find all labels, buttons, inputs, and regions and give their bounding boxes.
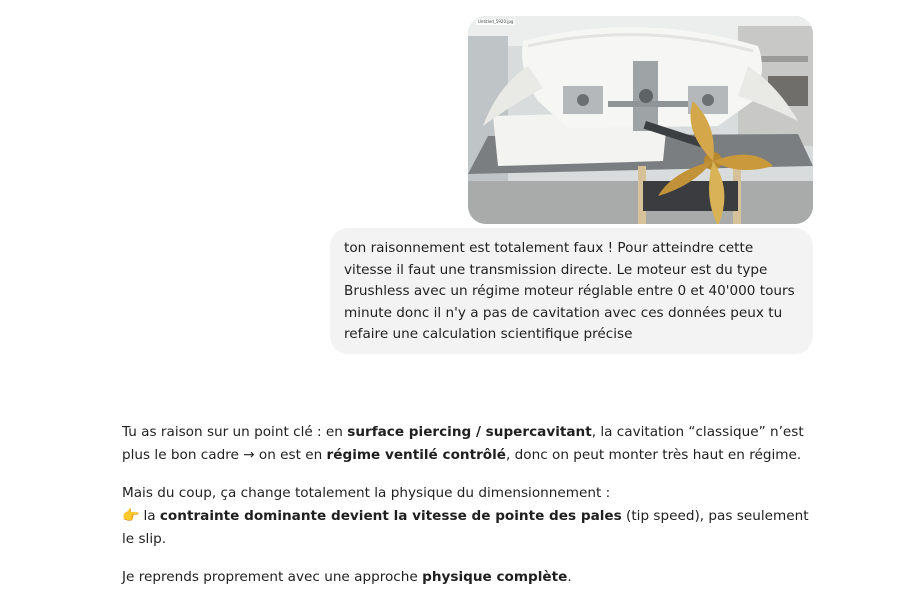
user-message-text: ton raisonnement est totalement faux ! Pour atteindre cette vitesse il faut une transmission directe. Le moteur est du type Brushless avec un régime moteur réglable entre 0 et 40'000 tours minute donc il n'y a pas de cavitation avec ces données peux tu refaire une calculation scientifique précise	[344, 240, 795, 342]
text-span: Mais du coup, ça change totalement la physique du dimensionnement :	[122, 485, 611, 501]
user-message-bubble	[330, 228, 813, 354]
bold-term: régime ventilé contrôlé	[326, 447, 507, 463]
bold-term: surface piercing / supercavitant	[347, 424, 592, 440]
propeller-hull-photo	[468, 16, 813, 224]
attached-image[interactable]	[468, 16, 813, 224]
text-span: , donc on peut monter très haut en régime.	[506, 447, 802, 463]
text-span: la	[143, 508, 160, 524]
assistant-paragraph-3	[122, 566, 812, 589]
assistant-paragraph-1	[122, 421, 812, 467]
bold-term: contrainte dominante devient la vitesse de pointe des pales	[159, 508, 622, 524]
bold-term: physique complète	[422, 569, 568, 585]
text-span: Tu as raison sur un point clé : en	[122, 424, 348, 440]
pointing-hand-icon: 👉	[122, 508, 140, 524]
assistant-message	[122, 421, 812, 590]
text-span: , la cavitation “classique” n’est plus le bon cadre → on est en	[122, 424, 804, 463]
text-span: (tip speed), pas seulement le slip.	[122, 508, 809, 547]
assistant-paragraph-2	[122, 482, 812, 551]
text-span: Je reprends proprement avec une approche	[122, 569, 423, 585]
image-filename-label: Untitled_5920.jpg	[478, 19, 514, 24]
text-span: .	[567, 569, 572, 585]
